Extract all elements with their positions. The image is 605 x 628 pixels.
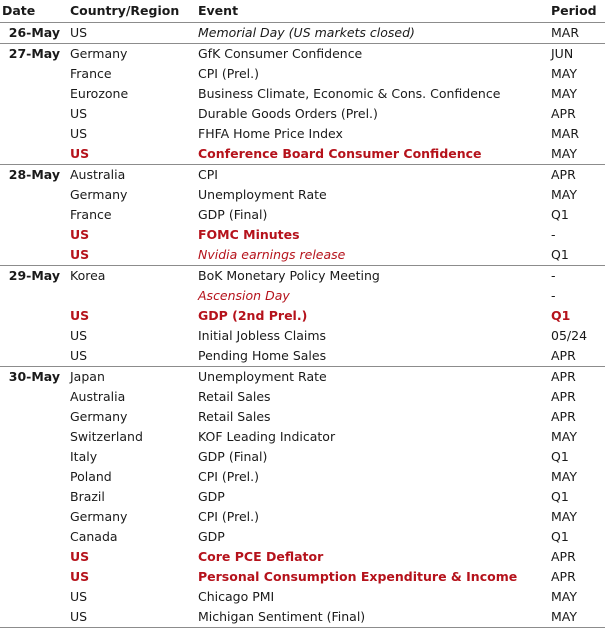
row-event: GfK Consumer Confidence	[198, 46, 363, 61]
row-date: 29-May	[8, 268, 60, 283]
row-country: Germany	[70, 509, 128, 524]
table-row	[0, 84, 605, 104]
table-row	[0, 286, 605, 306]
row-country: US	[70, 247, 90, 262]
row-event: CPI (Prel.)	[198, 66, 259, 81]
row-period: -	[551, 227, 556, 242]
table-row	[0, 164, 605, 185]
table-row	[0, 245, 605, 265]
table-row	[0, 265, 605, 286]
row-event: Unemployment Rate	[198, 187, 327, 202]
table-row	[0, 447, 605, 467]
row-period: APR	[551, 106, 576, 121]
row-event: Ascension Day	[198, 288, 290, 303]
row-country: Germany	[70, 409, 128, 424]
row-country: US	[70, 146, 90, 161]
row-period: Q1	[551, 247, 569, 262]
row-event: GDP (2nd Prel.)	[198, 308, 308, 323]
row-period: APR	[551, 389, 576, 404]
row-event: Durable Goods Orders (Prel.)	[198, 106, 378, 121]
row-period: MAY	[551, 509, 578, 524]
row-country: US	[70, 308, 90, 323]
row-event: Business Climate, Economic & Cons. Confidence	[198, 86, 501, 101]
row-period: APR	[551, 569, 576, 584]
row-period: JUN	[551, 46, 574, 61]
row-period: MAY	[551, 187, 578, 202]
table-row	[0, 185, 605, 205]
row-period: MAY	[551, 589, 578, 604]
row-event: CPI (Prel.)	[198, 509, 259, 524]
table-row	[0, 64, 605, 84]
row-event: CPI (Prel.)	[198, 469, 259, 484]
header-event: Event	[198, 3, 239, 18]
row-event: Initial Jobless Claims	[198, 328, 327, 343]
row-country: US	[70, 106, 88, 121]
row-country: US	[70, 126, 88, 141]
table-row	[0, 225, 605, 245]
row-country: Germany	[70, 187, 128, 202]
row-event: GDP	[198, 489, 225, 504]
row-country: US	[70, 589, 88, 604]
row-country: US	[70, 25, 88, 40]
row-period: MAR	[551, 126, 580, 141]
table-row	[0, 607, 605, 627]
row-country: Switzerland	[70, 429, 143, 444]
row-period: MAY	[551, 429, 578, 444]
row-event: CPI	[198, 167, 218, 182]
row-period: APR	[551, 167, 576, 182]
row-period: MAR	[551, 25, 580, 40]
row-event: GDP (Final)	[198, 449, 268, 464]
table-row	[0, 346, 605, 366]
table-row	[0, 326, 605, 346]
row-event: Michigan Sentiment (Final)	[198, 609, 366, 624]
row-event: Personal Consumption Expenditure & Income	[198, 569, 518, 584]
row-country: Australia	[70, 167, 126, 182]
table-row	[0, 427, 605, 447]
row-event: GDP	[198, 529, 225, 544]
row-event: Nvidia earnings release	[198, 247, 346, 262]
row-event: Pending Home Sales	[198, 348, 327, 363]
table-row	[0, 205, 605, 225]
row-country: Italy	[70, 449, 98, 464]
row-country: US	[70, 227, 90, 242]
row-period: 05/24	[551, 328, 588, 343]
table-row	[0, 527, 605, 547]
row-event: Retail Sales	[198, 409, 271, 424]
row-event: Core PCE Deflator	[198, 549, 324, 564]
row-period: APR	[551, 369, 576, 384]
row-country: Brazil	[70, 489, 105, 504]
table-row	[0, 387, 605, 407]
table-header	[0, 0, 605, 23]
row-period: APR	[551, 348, 576, 363]
row-country: US	[70, 348, 88, 363]
row-period: -	[551, 268, 556, 283]
table-row	[0, 104, 605, 124]
row-country: France	[70, 66, 112, 81]
row-country: US	[70, 569, 90, 584]
row-period: Q1	[551, 207, 569, 222]
table-body	[0, 23, 605, 627]
row-event: Chicago PMI	[198, 589, 275, 604]
row-country: US	[70, 549, 90, 564]
row-period: MAY	[551, 469, 578, 484]
row-event: FOMC Minutes	[198, 227, 300, 242]
row-country: Germany	[70, 46, 128, 61]
row-date: 27-May	[8, 46, 60, 61]
row-event: FHFA Home Price Index	[198, 126, 343, 141]
row-period: Q1	[551, 449, 569, 464]
row-date: 26-May	[8, 25, 60, 40]
table-row	[0, 23, 605, 43]
header-period: Period	[551, 3, 597, 18]
row-period: Q1	[551, 489, 569, 504]
row-country: Canada	[70, 529, 118, 544]
header-date: Date	[2, 3, 36, 18]
row-period: Q1	[551, 308, 571, 323]
row-country: US	[70, 328, 88, 343]
row-period: MAY	[551, 146, 578, 161]
table-row	[0, 467, 605, 487]
table-row	[0, 306, 605, 326]
table-row	[0, 567, 605, 587]
row-period: Q1	[551, 529, 569, 544]
table-row	[0, 547, 605, 567]
row-event: Retail Sales	[198, 389, 271, 404]
row-country: Poland	[70, 469, 112, 484]
row-date: 28-May	[8, 167, 60, 182]
row-event: GDP (Final)	[198, 207, 268, 222]
row-event: BoK Monetary Policy Meeting	[198, 268, 380, 283]
row-event: Memorial Day (US markets closed)	[198, 25, 415, 40]
row-period: MAY	[551, 86, 578, 101]
row-country: Eurozone	[70, 86, 129, 101]
row-date: 30-May	[8, 369, 60, 384]
table-row	[0, 43, 605, 64]
row-event: Unemployment Rate	[198, 369, 327, 384]
row-event: Conference Board Consumer Confidence	[198, 146, 482, 161]
row-country: Australia	[70, 389, 126, 404]
table-row	[0, 366, 605, 387]
table-row	[0, 144, 605, 164]
row-period: APR	[551, 549, 576, 564]
row-period: MAY	[551, 609, 578, 624]
table-row	[0, 507, 605, 527]
header-country-region: Country/Region	[70, 3, 180, 18]
row-country: Korea	[70, 268, 106, 283]
row-period: APR	[551, 409, 576, 424]
table-row	[0, 124, 605, 144]
row-event: KOF Leading Indicator	[198, 429, 336, 444]
table-row	[0, 407, 605, 427]
row-period: MAY	[551, 66, 578, 81]
row-period: -	[551, 288, 556, 303]
table-row	[0, 487, 605, 507]
row-country: France	[70, 207, 112, 222]
row-country: US	[70, 609, 88, 624]
table-row	[0, 587, 605, 607]
row-country: Japan	[70, 369, 105, 384]
